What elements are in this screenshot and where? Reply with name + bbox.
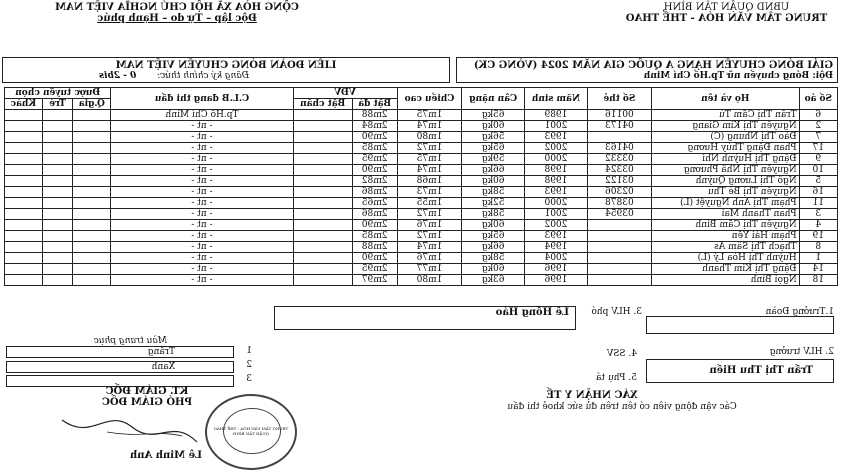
header-left — [619, 2, 834, 24]
cell-club: - nt - — [111, 253, 293, 264]
table-row — [5, 209, 838, 220]
cell-q — [73, 121, 111, 132]
cell-block — [293, 275, 352, 286]
cell-club: - nt - — [111, 220, 293, 231]
table-row — [5, 264, 838, 275]
cell-block — [293, 220, 352, 231]
cell-weight: 58kg — [462, 253, 525, 264]
cell-id: 02306 — [587, 187, 651, 198]
cell-club: - nt - — [111, 132, 293, 143]
cell-name: Trần Thị Cẩm Tú — [651, 110, 799, 121]
table-row — [5, 132, 838, 143]
cell-height: 1m76 — [397, 220, 462, 231]
cell-attack: 2m85 — [352, 143, 397, 154]
cell-block — [293, 242, 352, 253]
cell-club: - nt - — [111, 154, 293, 165]
cell-name: Phan Thanh Mai — [651, 209, 799, 220]
cell-id: 03954 — [587, 209, 651, 220]
cell-year: 2000 — [524, 198, 587, 209]
cell-q — [73, 264, 111, 275]
cell-name: Phạm Thị Anh Nguyệt (L) — [651, 198, 799, 209]
coach-label: 2. HLV trưởng — [769, 347, 834, 357]
cell-club: - nt - — [111, 231, 293, 242]
cell-k — [5, 231, 43, 242]
cell-year: 1989 — [524, 110, 587, 121]
cell-club: - nt - — [111, 264, 293, 275]
col-sel-khac: Khác — [5, 99, 43, 110]
cell-height: 1m74 — [397, 121, 462, 132]
assistant-box — [274, 306, 576, 330]
cell-name: Ngọi Bình — [651, 275, 799, 286]
signature-line2: PHÓ GIÁM ĐỐC — [101, 397, 193, 408]
cell-name: Huỳnh Thị Hòa Lý (L) — [651, 253, 799, 264]
cell-block — [293, 264, 352, 275]
cell-weight: 60kg — [462, 176, 525, 187]
cell-k — [5, 165, 43, 176]
org-name-1: UBND QUẬN TÂN BÌNH — [663, 2, 790, 13]
cell-club: - nt - — [111, 209, 293, 220]
cell-no: 16 — [799, 187, 837, 198]
cell-k — [5, 264, 43, 275]
cell-id: 03122 — [587, 176, 651, 187]
cell-height: 1m73 — [397, 187, 462, 198]
cell-q — [73, 154, 111, 165]
cell-q — [73, 165, 111, 176]
coach-box — [646, 359, 834, 383]
col-club: C.L.B đang thi đấu — [111, 88, 293, 110]
cell-height: 1m72 — [397, 209, 462, 220]
cell-name: Đặng Thị Huỳnh Nhi — [651, 154, 799, 165]
federation-box — [2, 57, 450, 83]
cell-id: 04173 — [587, 121, 651, 132]
cell-weight: 58kg — [462, 209, 525, 220]
cell-id: 04163 — [587, 143, 651, 154]
coach-name: Trần Thị Thu Hiền — [709, 365, 813, 376]
cell-t — [42, 209, 73, 220]
cell-q — [73, 110, 111, 121]
cell-name: Thạch Thị Sâm Ás — [651, 242, 799, 253]
roster-body — [5, 110, 838, 286]
cell-club: - nt - — [111, 165, 293, 176]
cell-height: 1m72 — [397, 143, 462, 154]
table-row — [5, 275, 838, 286]
cell-t — [42, 242, 73, 253]
col-weight: Cân nặng — [462, 88, 525, 110]
cell-t — [42, 231, 73, 242]
cell-no: 4 — [799, 220, 837, 231]
col-sel-qgia: Q.gia — [73, 99, 111, 110]
table-row — [5, 253, 838, 264]
cell-no: 17 — [799, 143, 837, 154]
cell-attack: 2m85 — [352, 231, 397, 242]
cell-k — [5, 187, 43, 198]
cell-height: 1m75 — [397, 154, 462, 165]
uniform-no-1: 1 — [246, 346, 252, 356]
cell-t — [42, 187, 73, 198]
cell-block — [293, 187, 352, 198]
cell-no: 7 — [799, 132, 837, 143]
table-row — [5, 176, 838, 187]
cell-year: 2000 — [524, 154, 587, 165]
cell-weight: 60kg — [462, 220, 525, 231]
cell-attack: 2m90 — [352, 220, 397, 231]
cell-weight: 65kg — [462, 231, 525, 242]
team-name: Đội: Bóng chuyền nữ Tp.Hồ Chí Minh — [643, 71, 833, 81]
cell-weight: 66kg — [462, 242, 525, 253]
cell-club: - nt - — [111, 275, 293, 286]
cell-q — [73, 275, 111, 286]
cell-no: 1 — [799, 253, 837, 264]
cell-no: 18 — [799, 275, 837, 286]
cell-name: Nguyễn Thị Bé Thu — [651, 187, 799, 198]
cell-t — [42, 143, 73, 154]
cell-block — [293, 231, 352, 242]
cell-id — [587, 231, 651, 242]
cell-no: 6 — [799, 110, 837, 121]
col-vdv: VĐV — [293, 88, 397, 99]
cell-block — [293, 143, 352, 154]
cell-height: 1m75 — [397, 110, 462, 121]
cell-club: - nt - — [111, 176, 293, 187]
cell-k — [5, 143, 43, 154]
cell-no: 14 — [799, 264, 837, 275]
federation-name: LIÊN ĐOÀN BÓNG CHUYỀN VIỆT NAM — [115, 60, 337, 71]
table-row — [5, 220, 838, 231]
cell-attack: 2m65 — [352, 198, 397, 209]
cell-id — [587, 220, 651, 231]
doctor-label: 5. Phụ tá — [596, 373, 637, 383]
cell-no: 9 — [799, 154, 837, 165]
cell-q — [73, 231, 111, 242]
uniform-color-2: Xanh — [151, 362, 175, 372]
cell-attack: 2m88 — [352, 242, 397, 253]
cell-block — [293, 154, 352, 165]
cell-year: 1993 — [524, 231, 587, 242]
cell-k — [5, 209, 43, 220]
roster-table — [4, 87, 838, 286]
medical-note: Các vận động viên có tên trên đủ sức khoẻ thi đấu — [507, 402, 737, 412]
cell-height: 1m72 — [397, 231, 462, 242]
cell-name: Phạm Hải Yến — [651, 231, 799, 242]
cell-height: 1m55 — [397, 198, 462, 209]
table-row — [5, 187, 838, 198]
cell-weight: 56kg — [462, 132, 525, 143]
cell-attack: 2m97 — [352, 275, 397, 286]
cell-attack: 2m90 — [352, 253, 397, 264]
registration-label: Đăng ký chính thức: — [157, 71, 249, 81]
cell-k — [5, 154, 43, 165]
cell-year: 2001 — [524, 121, 587, 132]
stamp-text: TRUNG TÂM VĂN HÓA - THỂ THAO QUẬN TÂN BÌNH — [213, 426, 289, 436]
tournament-box — [456, 57, 838, 83]
table-row — [5, 165, 838, 176]
cell-year: 2002 — [524, 143, 587, 154]
cell-name: Nguyễn Thị Kim Giang — [651, 121, 799, 132]
cell-k — [5, 121, 43, 132]
cell-attack: 2m95 — [352, 154, 397, 165]
cell-no: 10 — [799, 165, 837, 176]
tournament-title: GIẢI BÓNG CHUYỀN HẠNG A QUỐC GIA NĂM 2024 (VÒNG CK) — [473, 60, 833, 71]
cell-t — [42, 176, 73, 187]
cell-club: - nt - — [111, 198, 293, 209]
cell-year: 2004 — [524, 253, 587, 264]
medical-title: XÁC NHẬN Y TẾ — [546, 390, 638, 401]
cell-year: 1993 — [524, 187, 587, 198]
uniform-no-3: 3 — [246, 374, 252, 384]
cell-height: 1m80 — [397, 275, 462, 286]
org-name-2: TRUNG TÂM VĂN HÓA - THỂ THAO — [625, 13, 828, 24]
header-right — [12, 2, 342, 24]
cell-id — [587, 275, 651, 286]
registration-value: 0 - 2bis — [98, 71, 137, 81]
signature-line1: KT. GIÁM ĐỐC — [105, 386, 189, 397]
cell-block — [293, 110, 352, 121]
cell-club: Tp.Hồ Chí Minh — [111, 110, 293, 121]
cell-t — [42, 198, 73, 209]
table-row — [5, 110, 838, 121]
nation-title: CỘNG HÒA XÃ HỘI CHỦ NGHĨA VIỆT NAM — [55, 2, 299, 13]
table-row — [5, 231, 838, 242]
cell-name: Phan Đặng Thùy Hương — [651, 143, 799, 154]
cell-t — [42, 264, 73, 275]
official-stamp — [205, 394, 297, 470]
cell-id — [587, 264, 651, 275]
cell-k — [5, 132, 43, 143]
cell-height: 1m74 — [397, 242, 462, 253]
cell-id: 03878 — [587, 198, 651, 209]
cell-t — [42, 132, 73, 143]
cell-t — [42, 110, 73, 121]
cell-block — [293, 253, 352, 264]
cell-q — [73, 143, 111, 154]
cell-t — [42, 220, 73, 231]
cell-name: Nguyễn Thị Nhã Phương — [651, 165, 799, 176]
cell-no: 5 — [799, 176, 837, 187]
cell-year: 2002 — [524, 220, 587, 231]
col-no: Số áo — [799, 88, 837, 110]
cell-k — [5, 110, 43, 121]
cell-q — [73, 187, 111, 198]
cell-year: 1994 — [524, 242, 587, 253]
cell-t — [42, 154, 73, 165]
cell-height: 1m74 — [397, 165, 462, 176]
cell-k — [5, 275, 43, 286]
cell-k — [5, 220, 43, 231]
cell-attack: 2m86 — [352, 187, 397, 198]
cell-height: 1m76 — [397, 253, 462, 264]
cell-attack: 2m86 — [352, 209, 397, 220]
cell-weight: 65kg — [462, 110, 525, 121]
cell-block — [293, 121, 352, 132]
cell-height: 1m77 — [397, 264, 462, 275]
registration — [99, 71, 249, 81]
col-selection: Được tuyển chọn — [5, 88, 111, 99]
cell-club: - nt - — [111, 143, 293, 154]
cell-q — [73, 220, 111, 231]
cell-no: 2 — [799, 121, 837, 132]
cell-year: 1998 — [524, 176, 587, 187]
cell-attack: 2m90 — [352, 165, 397, 176]
cell-block — [293, 198, 352, 209]
cell-weight: 52kg — [462, 198, 525, 209]
cell-no: 19 — [799, 231, 837, 242]
signer-name: Lê Minh Anh — [129, 450, 202, 461]
cell-id: 03332 — [587, 154, 651, 165]
cell-k — [5, 253, 43, 264]
cell-block — [293, 176, 352, 187]
signature-scribble — [52, 412, 202, 452]
cell-weight: 58kg — [462, 187, 525, 198]
ssv-label: 4. SSV — [606, 349, 637, 359]
cell-weight: 60kg — [462, 121, 525, 132]
cell-name: Ngô Thị Lương Quỳnh — [651, 176, 799, 187]
col-sel-tre: Trẻ — [42, 99, 73, 110]
col-attack: Bật đà — [352, 99, 397, 110]
cell-height: 1m68 — [397, 176, 462, 187]
cell-q — [73, 242, 111, 253]
cell-year: 1998 — [524, 165, 587, 176]
cell-weight: 60kg — [462, 264, 525, 275]
cell-id — [587, 242, 651, 253]
cell-block — [293, 165, 352, 176]
cell-attack: 2m90 — [352, 132, 397, 143]
uniform-box-2 — [6, 361, 234, 373]
cell-q — [73, 132, 111, 143]
cell-k — [5, 242, 43, 253]
cell-attack: 2m84 — [352, 121, 397, 132]
cell-name: Nguyễn Thị Cẩm Bình — [651, 220, 799, 231]
cell-year: 1996 — [524, 275, 587, 286]
cell-t — [42, 165, 73, 176]
cell-q — [73, 253, 111, 264]
cell-attack: 2m95 — [352, 264, 397, 275]
cell-year: 2001 — [524, 209, 587, 220]
uniform-no-2: 2 — [246, 360, 252, 370]
cell-year: 1993 — [524, 132, 587, 143]
cell-year: 1996 — [524, 264, 587, 275]
table-row — [5, 121, 838, 132]
cell-no: 8 — [799, 242, 837, 253]
cell-t — [42, 253, 73, 264]
nation-motto: Độc lập – Tự do – Hạnh phúc — [97, 13, 257, 24]
cell-no: 3 — [799, 209, 837, 220]
cell-id — [587, 253, 651, 264]
cell-t — [42, 121, 73, 132]
col-block: Bật chắn — [293, 99, 352, 110]
cell-club: - nt - — [111, 242, 293, 253]
table-row — [5, 154, 838, 165]
leader-label: 1.Trưởng Đoàn — [765, 307, 834, 317]
col-id: Số thẻ — [587, 88, 651, 110]
cell-attack: 2m82 — [352, 176, 397, 187]
col-height: Chiều cao — [397, 88, 462, 110]
uniform-title: Màu trang phục — [93, 336, 167, 346]
table-row — [5, 143, 838, 154]
table-row — [5, 198, 838, 209]
cell-weight: 59kg — [462, 154, 525, 165]
cell-club: - nt - — [111, 121, 293, 132]
cell-weight: 65kg — [462, 143, 525, 154]
cell-club: - nt - — [111, 187, 293, 198]
cell-id: 00116 — [587, 110, 651, 121]
cell-id: 03324 — [587, 165, 651, 176]
cell-attack: 2m88 — [352, 110, 397, 121]
cell-no: 11 — [799, 198, 837, 209]
cell-weight: 63kg — [462, 275, 525, 286]
col-name: Họ và tên — [651, 88, 799, 110]
assistant-name: Lê Hồng Hảo — [495, 307, 569, 318]
uniform-box-1 — [6, 346, 234, 358]
cell-q — [73, 198, 111, 209]
cell-q — [73, 176, 111, 187]
cell-block — [293, 132, 352, 143]
cell-name: Đặng Thị Kim Thanh — [651, 264, 799, 275]
uniform-color-1: Trắng — [147, 347, 175, 357]
cell-height: 1m80 — [397, 132, 462, 143]
cell-id — [587, 132, 651, 143]
cell-t — [42, 275, 73, 286]
cell-k — [5, 176, 43, 187]
cell-weight: 66kg — [462, 165, 525, 176]
cell-q — [73, 209, 111, 220]
assistant-label: 3. HLV phó — [591, 307, 642, 317]
table-row — [5, 242, 838, 253]
cell-block — [293, 209, 352, 220]
col-year: Năm sinh — [524, 88, 587, 110]
leader-box — [646, 316, 834, 334]
cell-k — [5, 198, 43, 209]
cell-name: Đào Thị Nhung (C) — [651, 132, 799, 143]
